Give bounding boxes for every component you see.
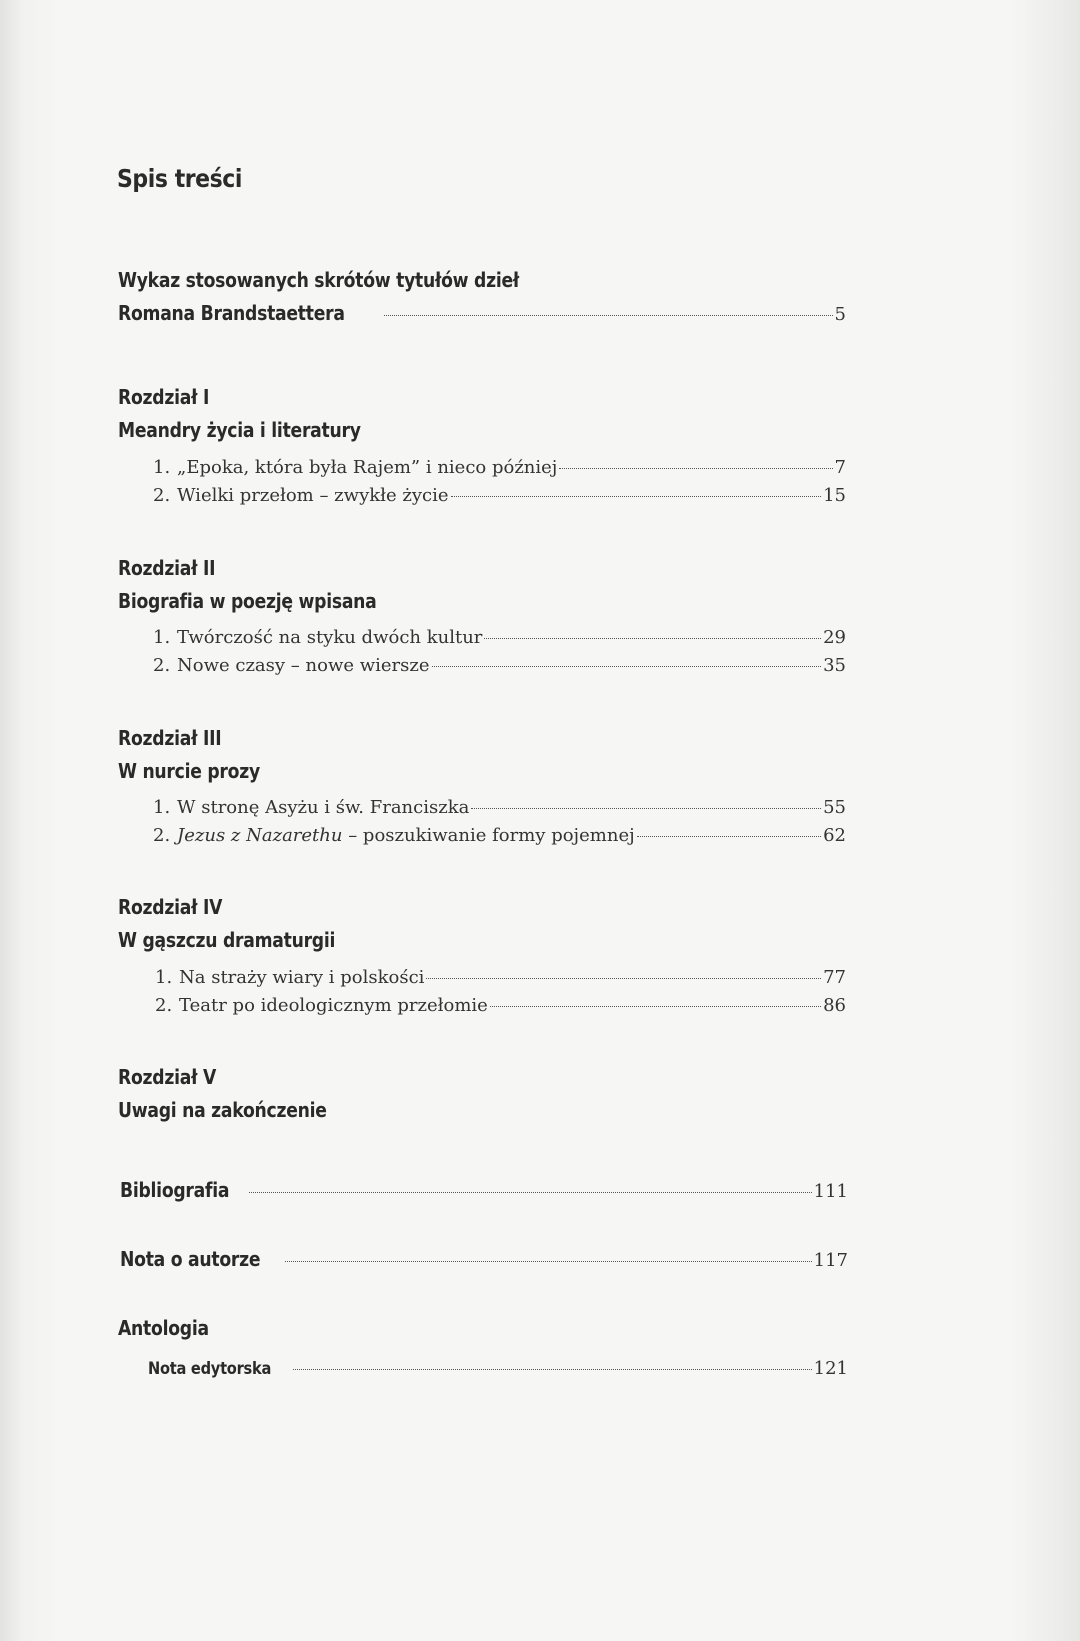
chapter-1-label: Rozdział I	[118, 385, 210, 409]
item-text-italic: Jezus z Nazarethu	[177, 825, 343, 846]
dot-leader	[285, 1261, 812, 1262]
chapter-4-label: Rozdział IV	[118, 895, 223, 919]
dot-leader	[293, 1369, 812, 1370]
toc-entry-2-1[interactable]	[153, 627, 846, 648]
toc-page-number: 117	[813, 1250, 848, 1271]
dot-leader	[451, 496, 822, 497]
chapter-3-title: W nurcie prozy	[118, 759, 260, 783]
dot-leader	[249, 1192, 812, 1193]
chapter-1-title: Meandry życia i literatury	[118, 418, 361, 442]
item-text: Wielki przełom – zwykłe życie	[177, 485, 449, 506]
toc-entry-4-2[interactable]	[155, 995, 846, 1016]
chapter-2-title: Biografia w poezję wpisana	[118, 589, 377, 613]
item-text: Na straży wiary i polskości	[179, 967, 425, 988]
item-number: 1.	[155, 967, 173, 988]
toc-entry-label: Bibliografia	[120, 1178, 230, 1202]
toc-page-number: 55	[823, 797, 846, 818]
toc-page-number: 5	[834, 304, 846, 325]
item-text: – poszukiwanie formy pojemnej	[342, 825, 635, 846]
item-text: Nowe czasy – nowe wiersze	[177, 655, 430, 676]
item-number: 1.	[153, 797, 171, 818]
dot-leader	[637, 836, 821, 837]
toc-page-number: 7	[834, 457, 846, 478]
item-number: 2.	[153, 485, 171, 506]
toc-entry-nota-o-autorze[interactable]	[120, 1247, 848, 1271]
toc-entry-4-1[interactable]	[155, 967, 846, 988]
toc-page-number: 29	[823, 627, 846, 648]
item-number: 2.	[153, 655, 171, 676]
chapter-5-label: Rozdział V	[118, 1065, 217, 1089]
antologia-heading: Antologia	[118, 1316, 209, 1340]
dot-leader	[559, 468, 832, 469]
toc-entry-1-2[interactable]	[153, 485, 846, 506]
toc-entry-label: Romana Brandstaettera	[118, 301, 345, 325]
toc-page-number: 121	[813, 1358, 848, 1379]
toc-entry-3-1[interactable]	[153, 797, 846, 818]
chapter-3-label: Rozdział III	[118, 726, 222, 750]
item-number: 2.	[153, 825, 171, 846]
dot-leader	[490, 1006, 821, 1007]
toc-entry-nota-edytorska[interactable]	[148, 1358, 848, 1379]
chapter-2-label: Rozdział II	[118, 556, 216, 580]
dot-leader	[426, 978, 821, 979]
toc-page-number: 111	[813, 1181, 848, 1202]
page-title: Spis treści	[117, 164, 243, 193]
item-number: 1.	[153, 627, 171, 648]
chapter-5-title: Uwagi na zakończenie	[118, 1098, 327, 1122]
toc-page-number: 35	[823, 655, 846, 676]
toc-entry-bibliografia[interactable]	[120, 1178, 848, 1202]
toc-entry-3-2[interactable]	[153, 825, 846, 846]
toc-entry-label: Nota edytorska	[148, 1359, 272, 1379]
item-text: Teatr po ideologicznym przełomie	[179, 995, 488, 1016]
dot-leader	[432, 666, 822, 667]
intro-heading-line1: Wykaz stosowanych skrótów tytułów dzieł	[118, 268, 520, 292]
toc-page-number: 15	[823, 485, 846, 506]
toc-page-number: 77	[823, 967, 846, 988]
item-text: W stronę Asyżu i św. Franciszka	[177, 797, 470, 818]
dot-leader	[484, 638, 821, 639]
toc-page-number: 62	[823, 825, 846, 846]
item-number: 1.	[153, 457, 171, 478]
chapter-4-title: W gąszczu dramaturgii	[118, 928, 336, 952]
item-text: Twórczość na styku dwóch kultur	[177, 627, 483, 648]
toc-page-number: 86	[823, 995, 846, 1016]
dot-leader	[471, 808, 821, 809]
toc-entry-1-1[interactable]	[153, 457, 846, 478]
item-number: 2.	[155, 995, 173, 1016]
toc-entry-label: Nota o autorze	[120, 1247, 261, 1271]
dot-leader	[384, 315, 833, 316]
item-text: „Epoka, która była Rajem” i nieco później	[177, 457, 558, 478]
toc-entry-2-2[interactable]	[153, 655, 846, 676]
toc-entry-intro[interactable]	[118, 301, 846, 325]
